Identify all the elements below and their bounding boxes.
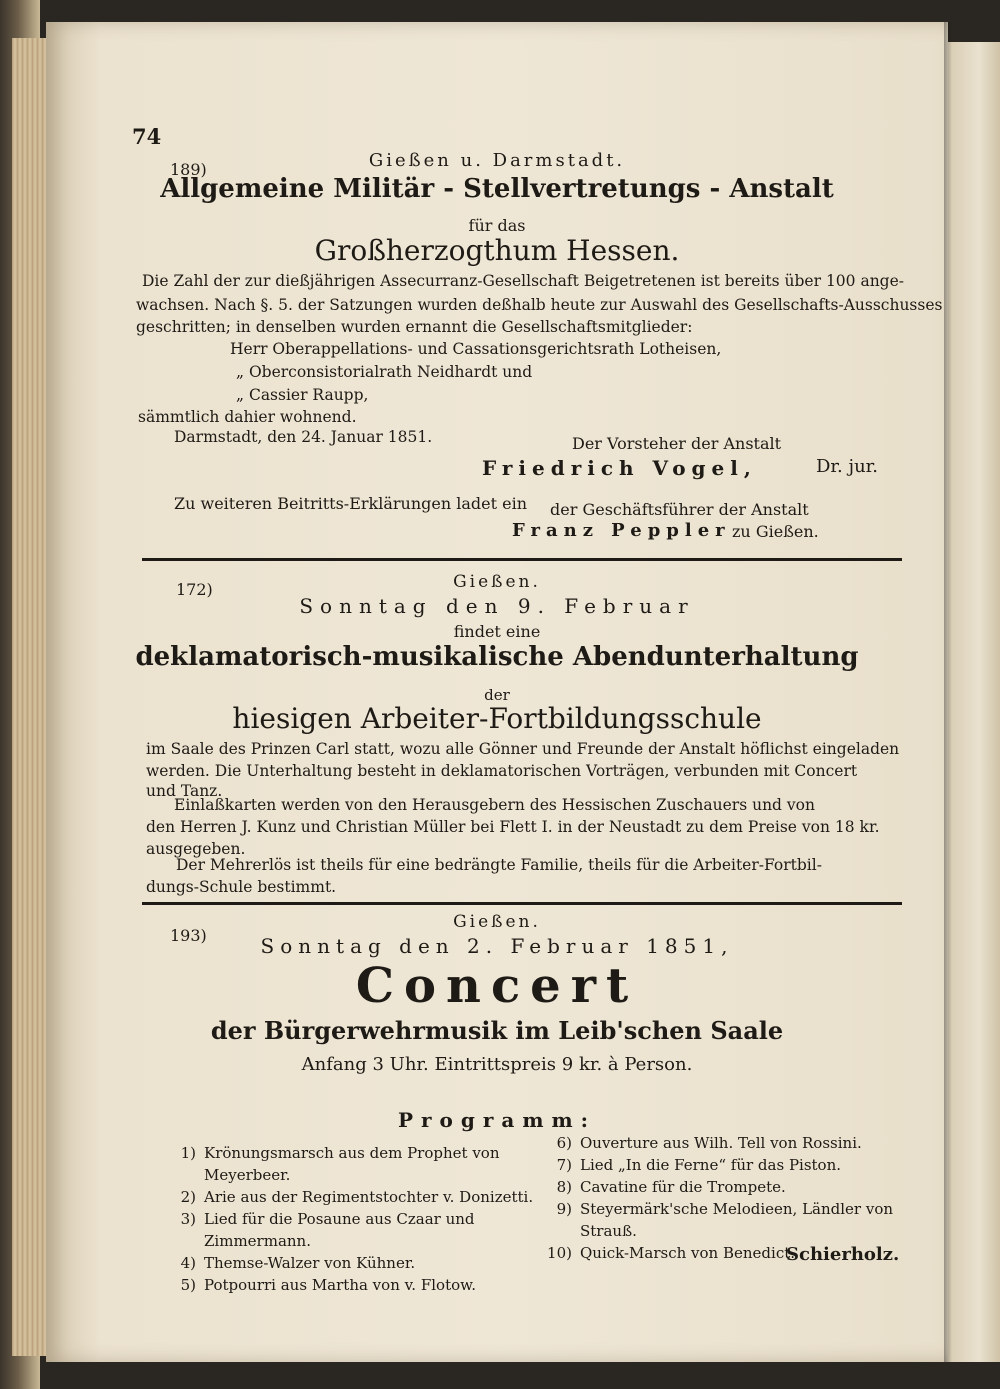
ad189-member: „ Oberconsistorialrath Neidhardt und xyxy=(236,363,533,381)
ad189-place: Gießen u. Darmstadt. xyxy=(368,150,626,171)
programm-item: 10) Quick-Marsch von Benedict. xyxy=(547,1244,796,1262)
invite-line: Zu weiteren Beitritts-Erklärungen ladet ein xyxy=(174,494,528,513)
programm-item: Strauß. xyxy=(580,1222,637,1240)
ad172-school: hiesigen Arbeiter-Fortbildungsschule xyxy=(232,702,762,735)
ad172-body-line: im Saale des Prinzen Carl statt, wozu alle Gönner und Freunde der Anstalt höflichst eingeladen xyxy=(146,740,900,758)
vorsteher-title: Dr. jur. xyxy=(816,456,879,477)
programm-left-column xyxy=(170,1142,533,1296)
section-divider xyxy=(142,902,902,905)
ad189-date: Darmstadt, den 24. Januar 1851. xyxy=(174,428,433,446)
ad-number-189: 189) xyxy=(170,160,207,179)
programm-item: 4) Themse-Walzer von Kühner. xyxy=(180,1254,416,1272)
ad189-member: „ Cassier Raupp, xyxy=(236,386,369,404)
ad172-body-line: Der Mehrerlös ist theils für eine bedrängte Familie, theils für die Arbeiter-Fortbil- xyxy=(176,856,822,874)
ad193-headline: Concert xyxy=(355,958,639,1014)
programm-item: 1) Krönungsmarsch aus dem Prophet von xyxy=(180,1144,500,1162)
ad172-body-line: ausgegeben. xyxy=(146,840,246,858)
ad-number-172: 172) xyxy=(176,580,213,599)
ad189-residence: sämmtlich dahier wohnend. xyxy=(138,408,357,426)
geschaeftsfuehrer-label: der Geschäftsführer der Anstalt xyxy=(550,500,809,519)
page-number: 74 xyxy=(132,124,162,149)
ad172-headline: deklamatorisch-musikalische Abendunterhaltung xyxy=(135,642,859,672)
programm-item: 9) Steyermärk'sche Melodieen, Ländler von xyxy=(556,1200,894,1218)
programm-item: Meyerbeer. xyxy=(204,1166,291,1184)
programm-title: Programm: xyxy=(397,1108,597,1132)
geschaeftsfuehrer-name: Franz Peppler xyxy=(512,520,731,541)
programm-item: 7) Lied „In die Ferne“ für das Piston. xyxy=(556,1156,842,1174)
programm-item: Zimmermann. xyxy=(204,1232,311,1250)
geschaeftsfuehrer-place: zu Gießen. xyxy=(732,522,819,541)
programm-item: 2) Arie aus der Regimentstochter v. Donizetti. xyxy=(180,1188,534,1206)
ad172-body-line: werden. Die Unterhaltung besteht in deklamatorischen Vorträgen, verbunden mit Concert xyxy=(146,762,858,780)
ad193-subhead: der Bürgerwehrmusik im Leib'schen Saale xyxy=(210,1016,784,1045)
ad172-der: der xyxy=(484,686,510,704)
ad-number-193: 193) xyxy=(170,926,207,945)
signature: Schierholz. xyxy=(786,1244,900,1265)
gutter-shadow xyxy=(944,22,952,1362)
programm-item: 3) Lied für die Posaune aus Czaar und xyxy=(180,1210,475,1228)
ad172-body-line: Einlaßkarten werden von den Herausgebern des Hessischen Zuschauers und von xyxy=(174,796,815,814)
programm-item: 5) Potpourri aus Martha von v. Flotow. xyxy=(180,1276,476,1294)
ad172-body-line: den Herren J. Kunz und Christian Müller bei Flett I. in der Neustadt zu dem Preise von 18 kr. xyxy=(146,818,880,836)
ad189-body-line: wachsen. Nach §. 5. der Satzungen wurden deßhalb heute zur Auswahl des Gesellschafts-Ausschusses xyxy=(136,296,943,314)
vorsteher-name: Friedrich Vogel, xyxy=(482,456,757,480)
ad193-date: Sonntag den 2. Februar 1851, xyxy=(260,934,734,958)
ad189-member: Herr Oberappellations- und Cassationsgerichtsrath Lotheisen, xyxy=(230,340,722,358)
ad172-findet: findet eine xyxy=(453,622,541,641)
ad172-place: Gießen. xyxy=(453,572,541,592)
book-page xyxy=(46,22,948,1362)
ad172-body-line: und Tanz. xyxy=(146,782,223,800)
ad189-fuer-das: für das xyxy=(468,216,526,235)
ad172-body-line: dungs-Schule bestimmt. xyxy=(146,878,337,896)
ad172-date: Sonntag den 9. Februar xyxy=(299,594,695,618)
ad189-body-line: Die Zahl der zur dießjährigen Assecurranz-Gesellschaft Beigetretenen ist bereits über 100 ange- xyxy=(142,272,905,290)
section-divider xyxy=(142,558,902,561)
ad189-headline: Allgemeine Militär - Stellvertretungs - Anstalt xyxy=(160,174,834,204)
programm-item: 8) Cavatine für die Trompete. xyxy=(556,1178,786,1196)
programm-item: 6) Ouverture aus Wilh. Tell von Rossini. xyxy=(556,1134,862,1152)
ad193-place: Gießen. xyxy=(453,912,541,932)
ad193-info: Anfang 3 Uhr. Eintrittspreis 9 kr. à Person. xyxy=(301,1054,693,1075)
vorsteher-label: Der Vorsteher der Anstalt xyxy=(572,434,782,453)
facing-page-edge xyxy=(948,42,1000,1362)
ad189-body-line: geschritten; in denselben wurden ernannt die Gesellschaftsmitglieder: xyxy=(136,318,693,336)
ad189-subhead: Großherzogthum Hessen. xyxy=(314,234,680,267)
